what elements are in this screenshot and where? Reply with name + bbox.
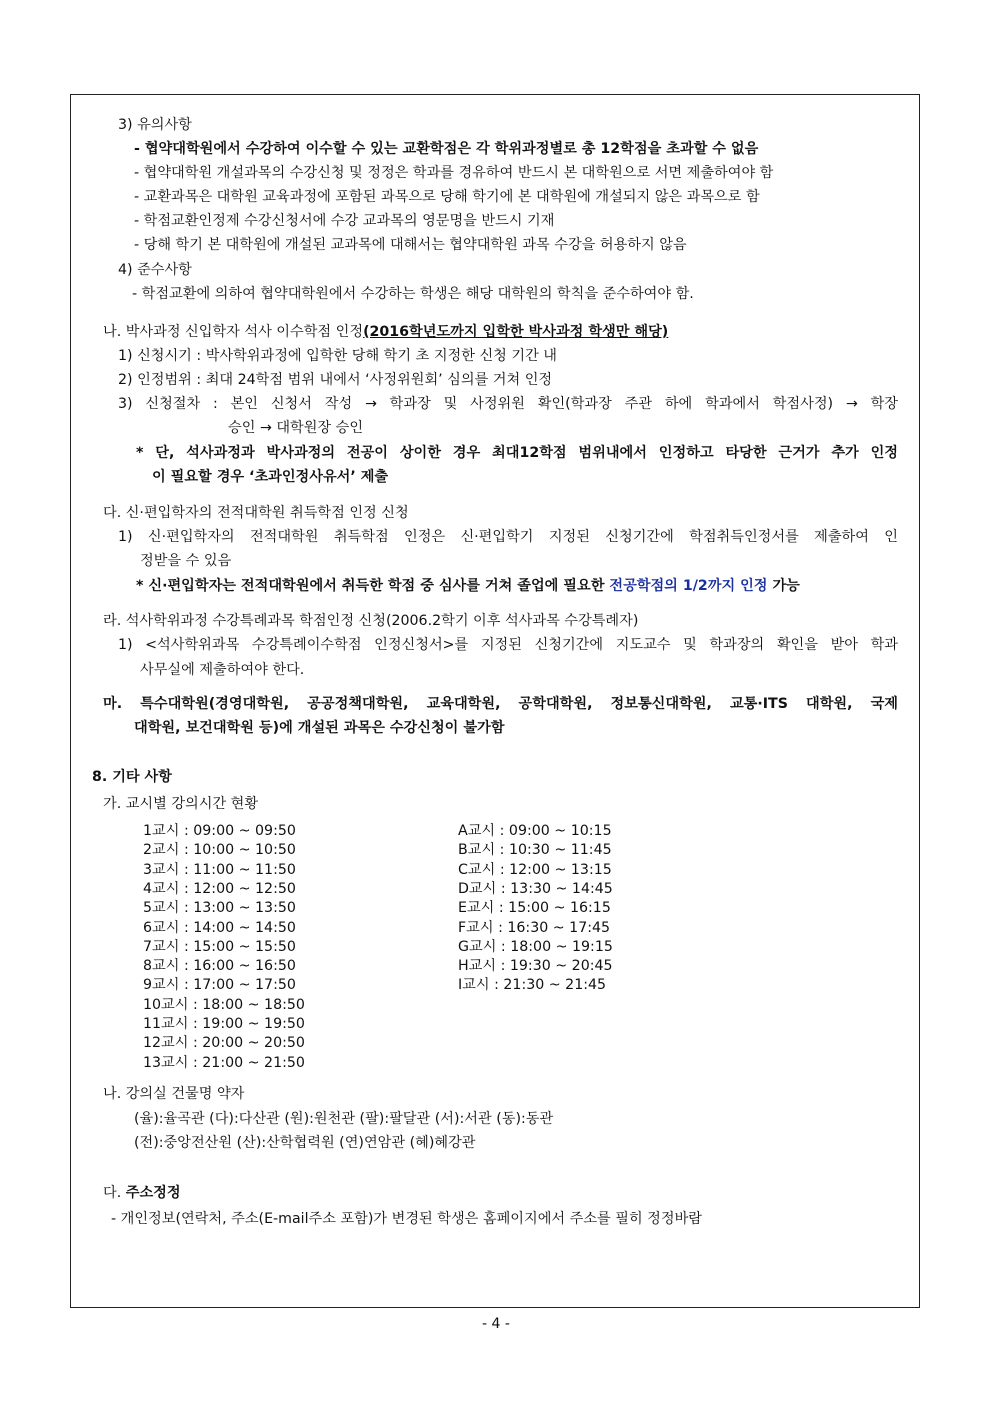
period-row-left: 3교시 : 11:00 ~ 11:50 <box>143 861 296 878</box>
s3-item-2: - 협약대학원 개설과목의 수강신청 및 정정은 학과를 경유하여 반드시 본 대학원으로 서면 제출하여야 함 <box>134 165 774 181</box>
section-ma-line-1: 마. 특수대학원(경영대학원, 공공정책대학원, 교육대학원, 공학대학원, 정보통신대학원, 교통·ITS 대학원, 국제 <box>103 696 898 712</box>
s3-item-3: - 교환과목은 대학원 교육과정에 포함된 과목으로 당해 학기에 본 대학원에 개설되지 않은 과목으로 함 <box>134 189 760 205</box>
period-row-right: E교시 : 15:00 ~ 16:15 <box>458 900 611 917</box>
s3-item-4: - 학점교환인정제 수강신청서에 수강 교과목의 영문명을 반드시 기재 <box>134 213 555 229</box>
da-note-blue: 전공학점의 1/2까지 인정 <box>609 578 768 594</box>
period-row-left: 6교시 : 14:00 ~ 14:50 <box>143 919 296 936</box>
da-line-1a: 1) 신·편입학자의 전적대학원 취득학점 인정은 신·편입학기 지정된 신청기간에 학점취득인정서를 제출하여 인 <box>118 529 898 545</box>
na-line-2: 2) 인정범위 : 최대 24학점 범위 내에서 ‘사정위원회’ 심의를 거쳐 인정 <box>118 372 553 388</box>
section-ra-heading: 라. 석사학위과정 수강특례과목 학점인정 신청(2006.2학기 이후 석사과목 수강특례자) <box>103 613 639 629</box>
section-na-heading <box>103 323 668 342</box>
na-heading-prefix: 나. 박사과정 신입학자 석사 이수학점 인정 <box>103 324 364 340</box>
da-note-post: 가능 <box>767 578 800 594</box>
period-row-left: 13교시 : 21:00 ~ 21:50 <box>143 1054 305 1071</box>
address-correction-title: 주소정정 <box>125 1185 181 1201</box>
na-line-1: 1) 신청시기 : 박사학위과정에 입학한 당해 학기 초 지정한 신청 기간 내 <box>118 348 557 364</box>
period-row-left: 7교시 : 15:00 ~ 15:50 <box>143 938 296 955</box>
s3-item-5: - 당해 학기 본 대학원에 개설된 교과목에 대해서는 협약대학원 과목 수강을 허용하지 않음 <box>134 237 687 253</box>
period-row-left: 9교시 : 17:00 ~ 17:50 <box>143 977 296 994</box>
na-note-b: 이 필요할 경우 ‘초과인정사유서’ 제출 <box>152 469 389 485</box>
period-row-left: 11교시 : 19:00 ~ 19:50 <box>143 1016 305 1032</box>
period-row-left: 2교시 : 10:00 ~ 10:50 <box>143 842 296 859</box>
address-correction-item: - 개인정보(연락처, 주소(E-mail주소 포함)가 변경된 학생은 홈페이지에서 주소를 필히 정정바람 <box>111 1211 702 1227</box>
period-row-right: G교시 : 18:00 ~ 19:15 <box>458 938 613 955</box>
s4-item: - 학점교환에 의하여 협약대학원에서 수강하는 학생은 해당 대학원의 학칙을 준수하여야 함. <box>132 286 694 302</box>
section-8-da-heading <box>103 1184 181 1203</box>
na-line-3a: 3) 신청절차 : 본인 신청서 작성 → 학과장 및 사정위원 확인(학과장 주관 하에 학과에서 학점사정) → 학장 <box>118 396 898 412</box>
period-row-right: C교시 : 12:00 ~ 13:15 <box>458 861 612 878</box>
period-row-right: F교시 : 16:30 ~ 17:45 <box>458 919 611 936</box>
da-line-1b: 정받을 수 있음 <box>140 553 232 569</box>
period-row-left: 12교시 : 20:00 ~ 20:50 <box>143 1035 305 1052</box>
period-row-right: D교시 : 13:30 ~ 14:45 <box>458 880 613 897</box>
na-note-a: * 단, 석사과정과 박사과정의 전공이 상이한 경우 최대12학점 범위내에서 인정하고 타당한 근거가 추가 인정 <box>136 445 898 461</box>
section-da-heading: 다. 신·편입학자의 전적대학원 취득학점 인정 신청 <box>103 505 409 521</box>
section-4-heading: 4) 준수사항 <box>118 262 192 278</box>
building-list-1: (율):율곡관 (다):다산관 (원):원천관 (팔):팔달관 (서):서관 (동):동관 <box>134 1111 554 1127</box>
s3-item-1: - 협약대학원에서 수강하여 이수할 수 있는 교환학점은 각 학위과정별로 총 12학점을 초과할 수 없음 <box>134 141 759 157</box>
section-8-ga-heading: 가. 교시별 강의시간 현황 <box>103 796 259 812</box>
section-ma-line-2: 대학원, 보건대학원 등)에 개설된 과목은 수강신청이 불가함 <box>134 720 505 736</box>
period-row-left: 4교시 : 12:00 ~ 12:50 <box>143 880 296 897</box>
period-row-right: I교시 : 21:30 ~ 21:45 <box>458 977 607 994</box>
da-prefix: 다. <box>103 1185 126 1201</box>
ra-line-1a: 1) <석사학위과목 수강특례이수학점 인정신청서>를 지정된 신청기간에 지도교수 및 학과장의 확인을 받아 학과 <box>118 637 898 653</box>
building-list-2: (전):중앙전산원 (산):산학협력원 (연)연암관 (혜)혜강관 <box>134 1135 476 1151</box>
period-row-left: 10교시 : 18:00 ~ 18:50 <box>143 996 305 1013</box>
period-row-right: B교시 : 10:30 ~ 11:45 <box>458 842 612 859</box>
period-row-left: 8교시 : 16:00 ~ 16:50 <box>143 958 296 975</box>
page-number: - 4 - <box>482 1316 510 1332</box>
period-row-right: A교시 : 09:00 ~ 10:15 <box>458 823 612 839</box>
section-8-heading: 8. 기타 사항 <box>92 769 172 785</box>
section-8-na-heading: 나. 강의실 건물명 약자 <box>103 1086 245 1102</box>
da-note-pre: * 신·편입학자는 전적대학원에서 취득한 학점 중 심사를 거쳐 졸업에 필요한 <box>136 578 610 594</box>
ra-line-1b: 사무실에 제출하여야 한다. <box>140 662 305 678</box>
section-3-heading: 3) 유의사항 <box>118 117 192 133</box>
na-heading-bold: (2016학년도까지 입학한 박사과정 학생만 해당) <box>363 324 669 340</box>
da-note <box>136 577 800 596</box>
period-row-left: 5교시 : 13:00 ~ 13:50 <box>143 900 296 917</box>
period-row-right: H교시 : 19:30 ~ 20:45 <box>458 958 613 975</box>
period-row-left: 1교시 : 09:00 ~ 09:50 <box>143 823 296 839</box>
na-line-3b: 승인 → 대학원장 승인 <box>228 420 364 436</box>
